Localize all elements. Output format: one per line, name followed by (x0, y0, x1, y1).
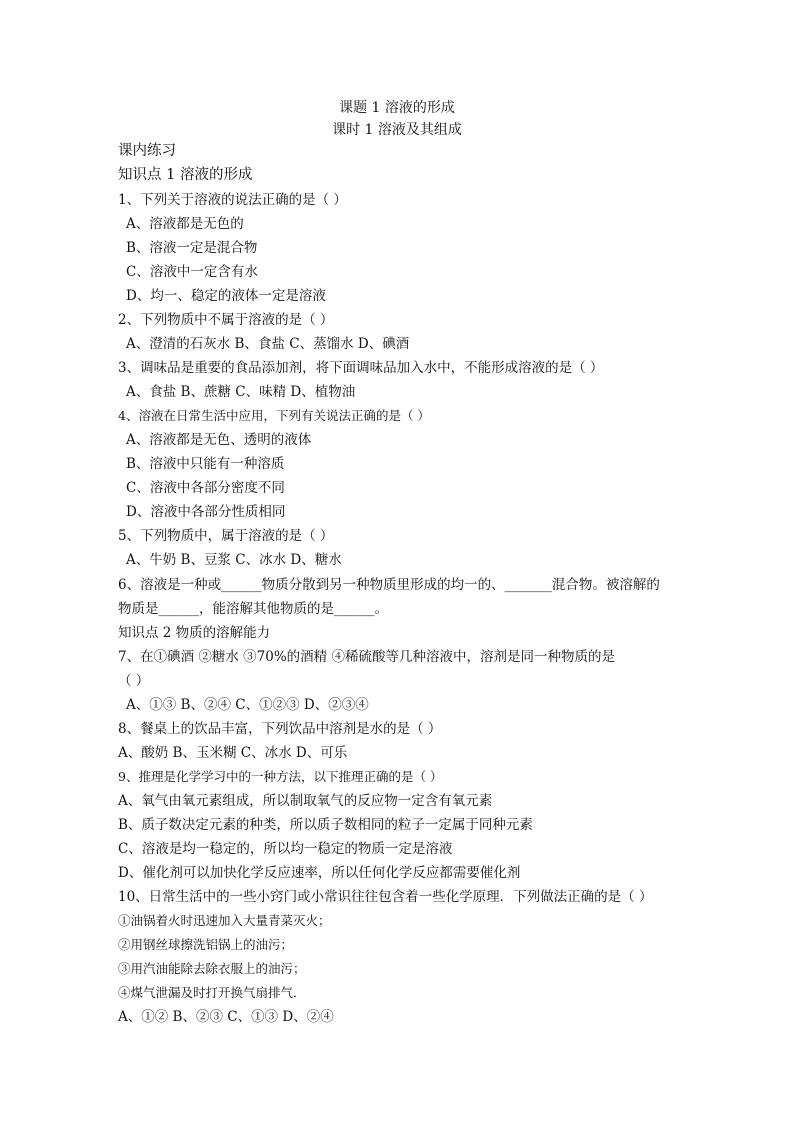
question-4: 4、溶液在日常生活中应用，下列有关说法正确的是（ ） (118, 408, 430, 423)
q1-option-a: A、溶液都是无色的 (126, 216, 244, 232)
q10-item-3: ③用汽油能除去除衣服上的油污； (118, 961, 306, 976)
question-3: 3、调味品是重要的食品添加剂，将下面调味品加入水中，不能形成溶液的是（ ） (118, 360, 604, 376)
q3-options: A、食盐 B、蔗糖 C、味精 D、植物油 (126, 384, 356, 400)
question-7-continued: （ ） (118, 673, 150, 689)
question-1: 1、下列关于溶液的说法正确的是（ ） (118, 192, 347, 208)
q9-option-b: B、质子数决定元素的种类，所以质子数相同的粒子一定属于同种元素 (118, 817, 533, 833)
question-6-continued: 物质是______，能溶解其他物质的是______。 (118, 601, 388, 617)
q10-options: A、①② B、②③ C、①③ D、②④ (118, 1009, 334, 1025)
knowledge-point-1: 知识点 1 溶液的形成 (118, 167, 253, 183)
q4-option-b: B、溶液中只能有一种溶质 (126, 456, 285, 472)
q10-item-4: ④煤气泄漏及时打开换气扇排气． (118, 985, 306, 1000)
q2-options: A、澄清的石灰水 B、食盐 C、蒸馏水 D、碘酒 (126, 336, 410, 352)
q1-option-c: C、溶液中一定含有水 (126, 264, 258, 280)
q8-options: A、酸奶 B、玉米糊 C、冰水 D、可乐 (118, 745, 348, 761)
q4-option-a: A、溶液都是无色、透明的液体 (126, 432, 312, 448)
q9-option-c: C、溶液是均一稳定的，所以均一稳定的物质一定是溶液 (118, 841, 453, 857)
question-8: 8、餐桌上的饮品丰富，下列饮品中溶剂是水的是（ ） (118, 721, 442, 737)
q10-item-2: ②用钢丝球擦洗铝锅上的油污； (118, 937, 294, 952)
question-10: 10、日常生活中的一些小窍门或小常识往往包含着一些化学原理．下列做法正确的是（ ） (118, 889, 653, 905)
question-6: 6、溶液是一种或______物质分散到另一种物质里形成的均一的、_______混合物。被溶解的 (118, 577, 660, 593)
q5-options: A、牛奶 B、豆浆 C、冰水 D、糖水 (126, 552, 342, 568)
q10-item-1: ①油锅着火时迅速加入大量青菜灭火； (118, 913, 331, 928)
question-5: 5、下列物质中，属于溶液的是（ ） (118, 528, 334, 544)
q7-options: A、①③ B、②④ C、①②③ D、②③④ (126, 697, 369, 713)
q9-option-a: A、氧气由氧元素组成，所以制取氧气的反应物一定含有氧元素 (118, 793, 493, 809)
question-9: 9、推理是化学学习中的一种方法，以下推理正确的是（ ） (118, 769, 443, 784)
question-2: 2、下列物质中不属于溶液的是（ ） (118, 312, 334, 328)
q9-option-d: D、催化剂可以加快化学反应速率，所以任何化学反应都需要催化剂 (118, 865, 521, 881)
section-heading: 课内练习 (118, 143, 176, 159)
knowledge-point-2: 知识点 2 物质的溶解能力 (118, 625, 271, 641)
q4-option-c: C、溶液中各部分密度不同 (126, 480, 285, 496)
page-title: 课题 1 溶液的形成 (339, 100, 455, 116)
q1-option-d: D、均一、稳定的液体一定是溶液 (126, 288, 326, 304)
question-7: 7、在①碘酒 ②糖水 ③70%的酒精 ④稀硫酸等几种溶液中，溶剂是同一种物质的是 (118, 649, 615, 665)
page-subtitle: 课时 1 溶液及其组成 (332, 122, 462, 138)
q4-option-d: D、溶液中各部分性质相同 (126, 504, 286, 520)
q1-option-b: B、溶液一定是混合物 (126, 240, 258, 256)
